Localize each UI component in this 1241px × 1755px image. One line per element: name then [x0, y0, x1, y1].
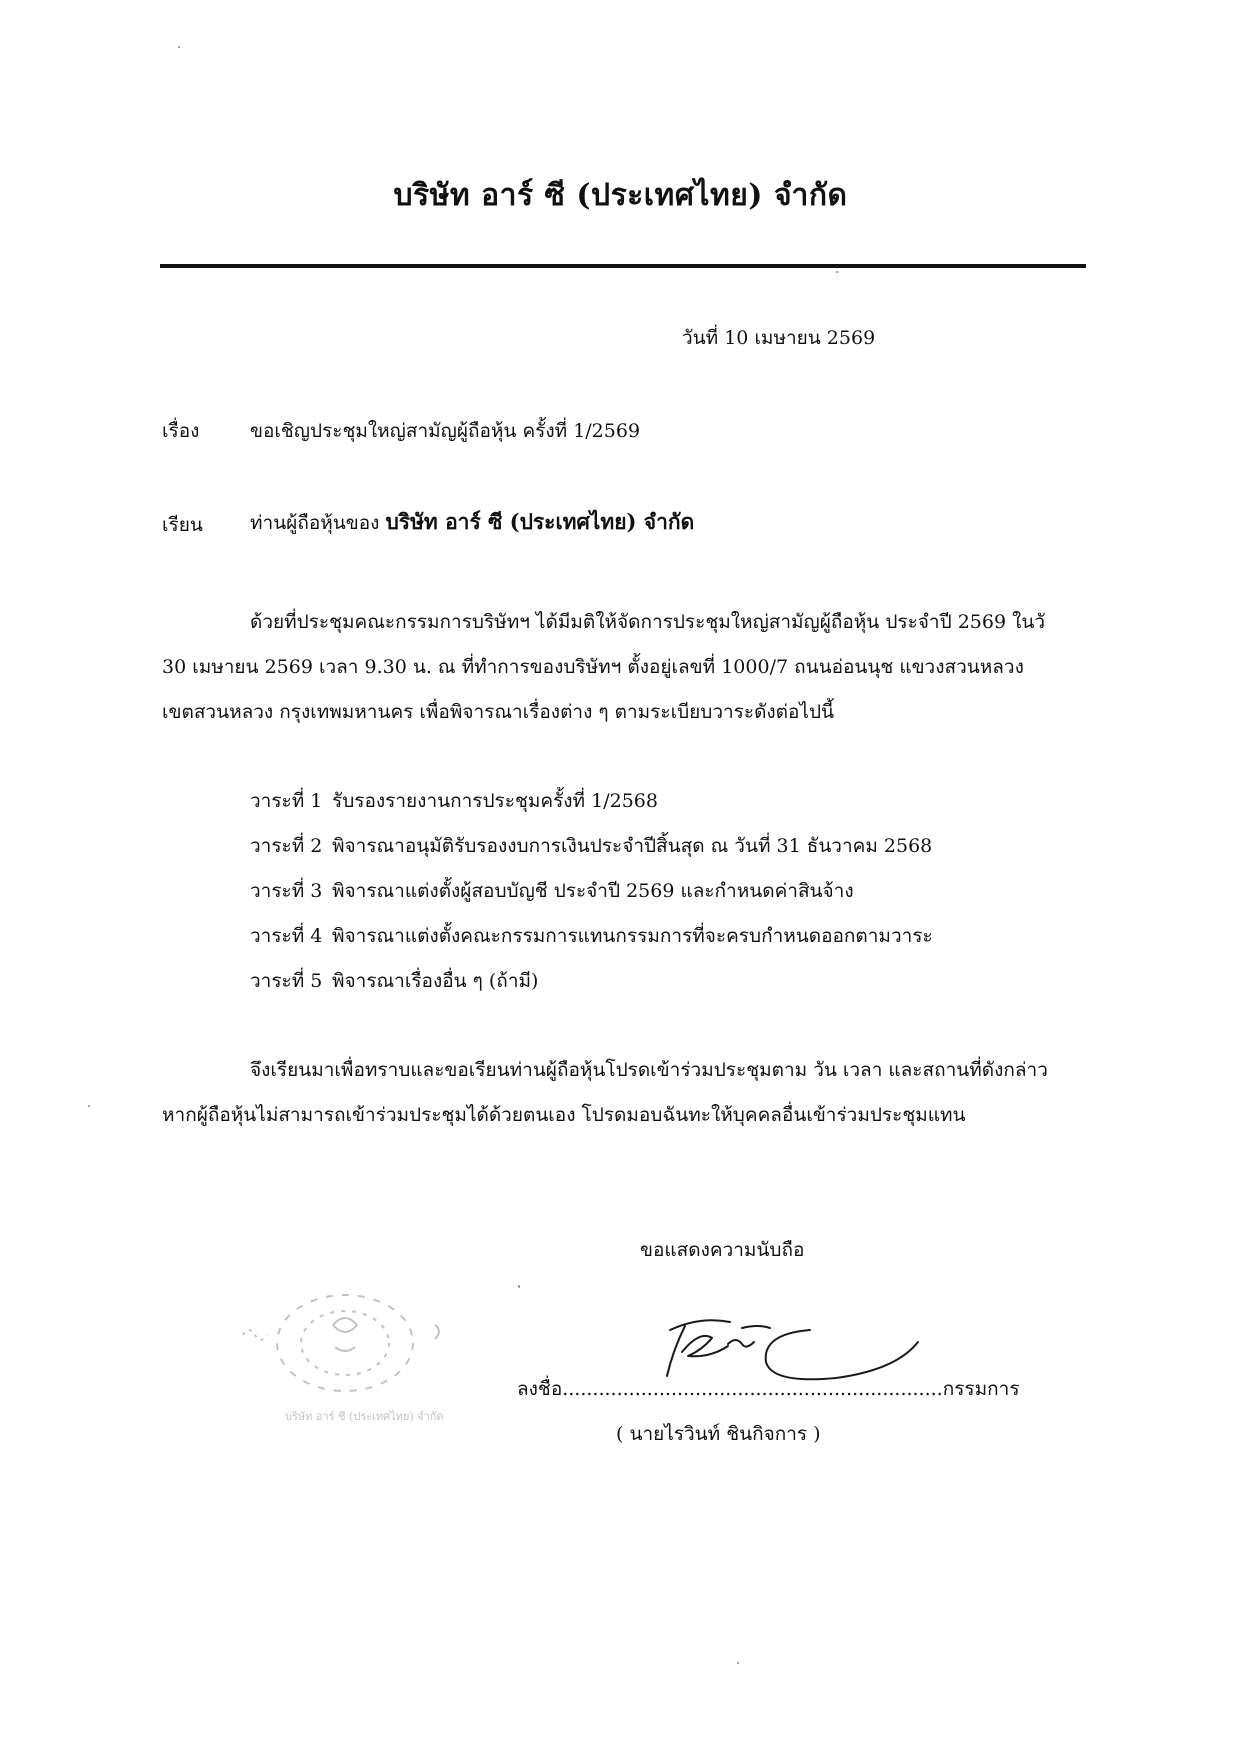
header-divider: [160, 264, 1086, 268]
seal-text: บริษัท อาร์ ซี (ประเทศไทย) จำกัด: [285, 1410, 444, 1423]
closing-line: จึงเรียนมาเพื่อทราบและขอเรียนท่านผู้ถือหุ้นโปรดเข้าร่วมประชุมตาม วัน เวลา และสถานที่ดังกล่าว: [250, 1059, 1048, 1081]
agenda-item: [250, 786, 658, 816]
scan-speck: [178, 46, 180, 48]
agenda-item: [250, 876, 854, 906]
intro-line: เขตสวนหลวง กรุงเทพมหานคร เพื่อพิจารณาเรื่องต่าง ๆ ตามระเบียบวาระดังต่อไปนี้: [162, 701, 835, 723]
scan-speck: [518, 1285, 520, 1288]
company-title: บริษัท อาร์ ซี (ประเทศไทย) จำกัด: [393, 178, 848, 213]
intro-line: ด้วยที่ประชุมคณะกรรมการบริษัทฯ ได้มีมติให้จัดการประชุมใหญ่สามัญผู้ถือหุ้น ประจำปี 2569 ในวั: [250, 611, 1046, 633]
signature-line: ลงชื่อ...............................................................กรรมการ: [517, 1378, 1020, 1400]
agenda-text: รับรองรายงานการประชุมครั้งที่ 1/2568: [332, 790, 658, 812]
agenda-number: วาระที่ 2: [250, 835, 323, 857]
agenda-text: พิจารณาเรื่องอื่น ๆ (ถ้ามี): [332, 970, 539, 992]
agenda-text: พิจารณาแต่งตั้งคณะกรรมการแทนกรรมการที่จะครบกำหนดออกตามวาระ: [332, 925, 933, 947]
agenda-item: [250, 966, 538, 996]
recipient-company: บริษัท อาร์ ซี (ประเทศไทย) จำกัด: [385, 509, 695, 534]
recipient-prefix: ท่านผู้ถือหุ้นของ: [250, 512, 380, 534]
agenda-number: วาระที่ 1: [250, 790, 323, 812]
subject-label: เรื่อง: [162, 420, 200, 442]
agenda-item: [250, 831, 932, 861]
agenda-text: พิจารณาแต่งตั้งผู้สอบบัญชี ประจำปี 2569 และกำหนดค่าสินจ้าง: [332, 880, 854, 902]
recipient-label: เรียน: [162, 514, 203, 536]
agenda-number: วาระที่ 5: [250, 970, 323, 992]
agenda-item: [250, 921, 933, 951]
intro-line: 30 เมษายน 2569 เวลา 9.30 น. ณ ที่ทำการของบริษัทฯ ตั้งอยู่เลขที่ 1000/7 ถนนอ่อนนุช แขวงสวนหลวง: [162, 656, 1024, 678]
agenda-number: วาระที่ 3: [250, 880, 323, 902]
signer-name: ( นายไรวินท์ ชินกิจการ ): [616, 1423, 821, 1445]
scan-speck: [88, 1105, 90, 1107]
closing-line: หากผู้ถือหุ้นไม่สามารถเข้าร่วมประชุมได้ด้วยตนเอง โปรดมอบฉันทะให้บุคคลอื่นเข้าร่วมประชุมแทน: [162, 1104, 966, 1126]
scan-speck: [836, 271, 838, 273]
document-date: วันที่ 10 เมษายน 2569: [682, 327, 876, 349]
company-seal-stamp: [225, 1285, 515, 1445]
subject-value: ขอเชิญประชุมใหญ่สามัญผู้ถือหุ้น ครั้งที่ 1/2569: [250, 420, 641, 442]
closing-salutation: ขอแสดงความนับถือ: [640, 1239, 805, 1261]
recipient-value: [250, 506, 694, 539]
agenda-text: พิจารณาอนุมัติรับรองงบการเงินประจำปีสิ้นสุด ณ วันที่ 31 ธันวาคม 2568: [332, 835, 933, 857]
agenda-number: วาระที่ 4: [250, 925, 323, 947]
scan-speck: [737, 1662, 739, 1664]
